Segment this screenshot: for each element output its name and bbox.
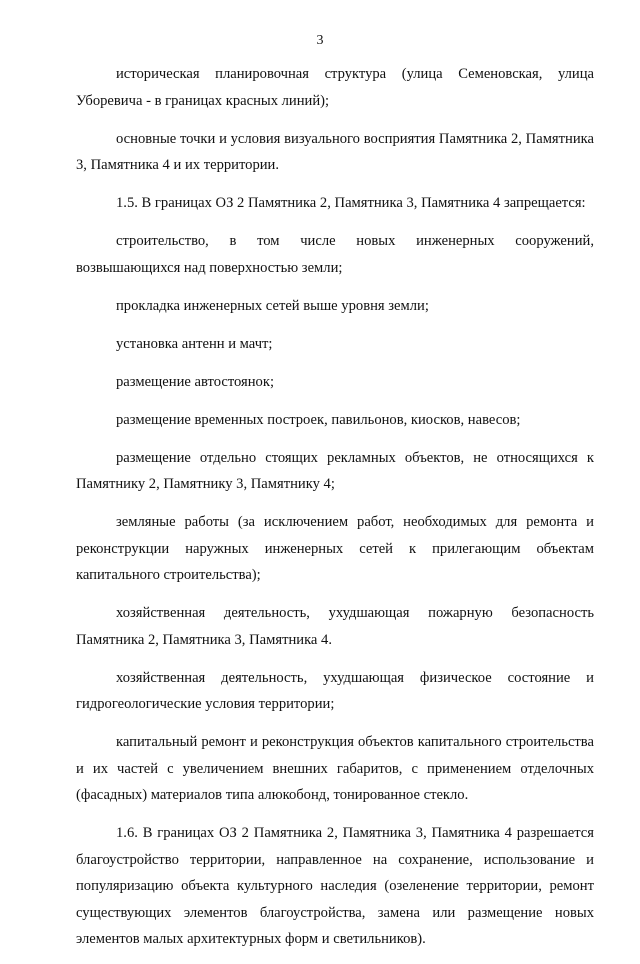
paragraph-construction-ban: строительство, в том числе новых инженерных сооружений, возвышающихся над поверхностью земли; — [76, 233, 594, 276]
paragraph-section-1-6: 1.6. В границах ОЗ 2 Памятника 2, Памятника 3, Памятника 4 разрешается благоустройство территории, направленное на сохранение, использование и популяризацию объекта культурного наследия (озеленение территории, ремонт существующих элементов благоустройства, замена или размещение новых элементов малых архитектурных форм и светильников). — [76, 825, 594, 947]
paragraph-parking-ban: размещение автостоянок; — [116, 373, 275, 390]
paragraph-historical-structure: историческая планировочная структура (улица Семеновская, улица Уборевича - в границах красных линий); — [76, 66, 594, 109]
paragraph-capital-repair-ban: капитальный ремонт и реконструкция объектов капитального строительства и их частей с увеличением внешних габаритов, с применением отделочных (фасадных) материалов типа алюкобонд, тонированное стекло. — [76, 734, 594, 803]
paragraph-section-1-5-heading: 1.5. В границах ОЗ 2 Памятника 2, Памятника 3, Памятника 4 запрещается: — [116, 195, 586, 211]
paragraph-temporary-buildings-ban: размещение временных построек, павильонов, киосков, навесов; — [116, 411, 521, 428]
paragraph-networks-ban: прокладка инженерных сетей выше уровня земли; — [116, 297, 429, 314]
document-body — [76, 61, 594, 964]
paragraph-hydrogeology-ban: хозяйственная деятельность, ухудшающая физическое состояние и гидрогеологические условия территории; — [76, 669, 594, 712]
paragraph-antennas-ban: установка антенн и мачт; — [116, 335, 273, 352]
paragraph-earthworks-ban: земляные работы (за исключением работ, необходимых для ремонта и реконструкции наружных инженерных сетей к прилегающим объектам капитального строительства); — [76, 514, 594, 583]
paragraph-advertising-ban: размещение отдельно стоящих рекламных объектов, не относящихся к Памятнику 2, Памятнику 3, Памятнику 4; — [76, 449, 594, 492]
paragraph-fire-safety-ban: хозяйственная деятельность, ухудшающая пожарную безопасность Памятника 2, Памятника 3, Памятника 4. — [76, 605, 594, 648]
page-number: 3 — [316, 33, 324, 48]
paragraph-visual-perception: основные точки и условия визуального восприятия Памятника 2, Памятника 3, Памятника 4 и их территории. — [76, 130, 594, 173]
